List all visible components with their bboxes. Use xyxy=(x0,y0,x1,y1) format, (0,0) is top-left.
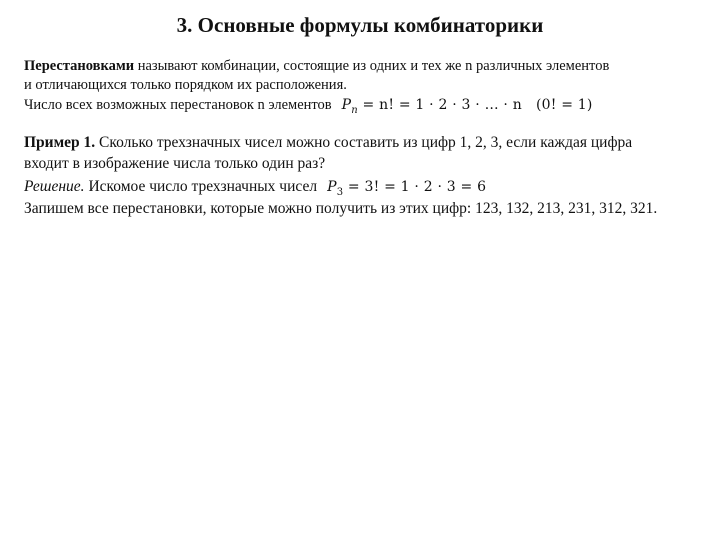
formula-var: P xyxy=(341,97,352,113)
solution-formula-var: P xyxy=(327,179,337,195)
solution-label: Решение. xyxy=(24,178,85,195)
definition-line-3 xyxy=(24,96,593,120)
definition-term: Перестановками xyxy=(24,58,135,74)
solution-formula xyxy=(327,179,487,198)
solution-formula-rhs: = 3! = 1 · 2 · 3 = 6 xyxy=(343,179,487,195)
definition-line-2: и отличающихся только порядком их расположения. xyxy=(24,77,347,93)
formula-note: (0! = 1) xyxy=(535,97,593,113)
solution-text: Искомое число трехзначных чисел xyxy=(84,178,318,195)
permutation-formula xyxy=(341,97,593,116)
example-line-1 xyxy=(24,134,632,152)
slide-title: 3. Основные формулы комбинаторики xyxy=(176,13,544,37)
example-line-2: входит в изображение числа только один раз? xyxy=(24,155,326,172)
definition-text-1: называют комбинации, состоящие из одних и тех же n различных элементов xyxy=(134,58,610,74)
example-text-1: Сколько трехзначных чисел можно составить из цифр 1, 2, 3, если каждая цифра xyxy=(95,134,633,151)
permutations-list-line: Запишем все перестановки, которые можно получить из этих цифр: 123, 132, 213, 231, 312, 321. xyxy=(24,200,658,217)
example-label: Пример 1. xyxy=(24,134,96,151)
definition-line-1 xyxy=(24,57,609,75)
solution-formula-sub: 3 xyxy=(336,186,344,198)
formula-sub: n xyxy=(351,104,358,116)
solution-line xyxy=(24,178,486,202)
formula-rhs: = n! = 1 · 2 · 3 · … · n xyxy=(357,97,522,113)
definition-text-3: Число всех возможных перестановок n элементов xyxy=(24,97,332,113)
